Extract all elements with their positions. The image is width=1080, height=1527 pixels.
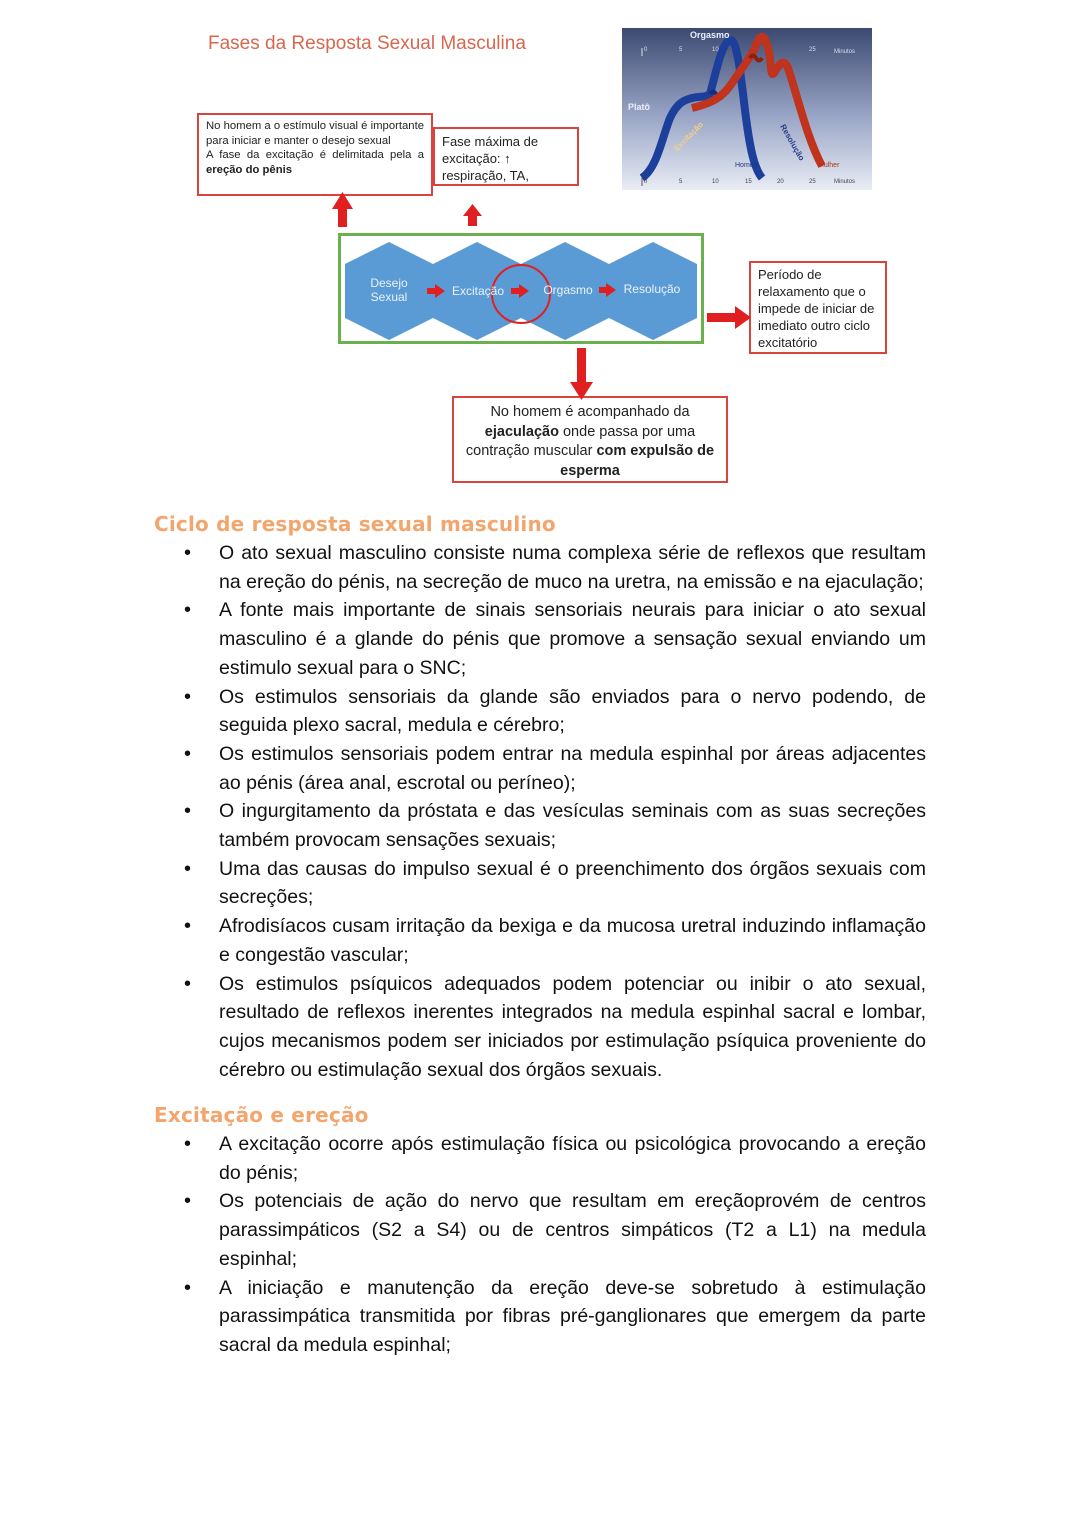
phase-label-resolucao: Resolução [623, 282, 681, 296]
arrow-up-left-icon [332, 192, 353, 227]
section-excitation-list [154, 1130, 926, 1360]
list-item: • A excitação ocorre após estimulação física ou psicológica provocando a ereção do pénis; [154, 1130, 926, 1187]
graph-legend-man: Homem [735, 162, 760, 169]
graph-label-plateau: Platô [628, 102, 651, 112]
note-resolution-period: Período de relaxamento que o impede de iniciar de imediato outro ciclo excitatório [749, 261, 887, 354]
note-excitation-peak: Fase máxima de excitação: ↑ respiração, TA, [433, 127, 579, 186]
phase-label-excitacao: Excitação [451, 284, 505, 298]
list-item: • Os potenciais de ação do nervo que resultam em ereçãoprovém de centros parassimpáticos (S2 a S4) ou de centros simpáticos (T2 a L1) na medula espinhal; [154, 1187, 926, 1273]
note-orgasm-bold-2: com expulsão de esperma [560, 443, 715, 479]
graph-tick-bottom: 25 [809, 179, 816, 185]
graph-tick-top: 10 [712, 47, 719, 53]
list-item: • O ato sexual masculino consiste numa complexa série de reflexos que resultam na ereção do pénis, na secreção de muco na uretra, na emissão e na ejaculação; [154, 539, 926, 596]
note-orgasm-bold-1: ejaculação [484, 423, 559, 440]
graph-tick-bottom: 0 [644, 179, 648, 185]
graph-tick-top: 5 [679, 47, 683, 53]
list-item: • A iniciação e manutenção da ereção deve-se sobretudo à estimulação parassimpática transmitida por fibras pré-ganglionares que emergem da parte sacral da medula espinhal; [154, 1274, 926, 1360]
note-orgasm-text-a: No homem é acompanhado da [490, 404, 690, 420]
list-item: • O ingurgitamento da próstata e das vesículas seminais com as suas secreções também provocam sensações sexuais; [154, 797, 926, 854]
graph-tick-bottom: 10 [712, 179, 719, 185]
list-item: • Os estimulos psíquicos adequados podem potenciar ou inibir o ato sexual, resultado de reflexos inerentes integrados na medula espinhal sacral e lombar, cujos mecanismos podem ser iniciados por estimulação psíquica proveniente do cérebro ou estimulação sexual dos órgãos sexuais. [154, 970, 926, 1085]
graph-label-resolution: Resolução [778, 122, 807, 163]
list-item: • A fonte mais importante de sinais sensoriais neurais para iniciar o ato sexual masculino é a glande do pénis que promove a sensação sexual enviando um estimulo sexual para o SNC; [154, 596, 926, 682]
arrow-right-icon [707, 306, 751, 329]
section-title-cycle: Ciclo de resposta sexual masculino [154, 512, 556, 536]
diagram-title: Fases da Resposta Sexual Masculina [208, 33, 526, 54]
graph-tick-bottom: 15 [745, 179, 752, 185]
phase-label-desejo: Desejo Sexual [370, 276, 408, 304]
graph-legend-woman: Mulher [818, 162, 840, 169]
section-title-excitation: Excitação e ereção [154, 1103, 369, 1127]
list-item: • Afrodisíacos cusam irritação da bexiga e da mucosa uretral induzindo inflamação e congestão vascular; [154, 912, 926, 969]
list-item: • Uma das causas do impulso sexual é o preenchimento dos órgãos sexuais com secreções; [154, 855, 926, 912]
arrow-up-mid-icon [463, 204, 482, 226]
list-item: • Os estimulos sensoriais podem entrar na medula espinhal por áreas adjacentes ao pénis (área anal, escrotal ou períneo); [154, 740, 926, 797]
phase-label-orgasmo: Orgasmo [543, 283, 593, 297]
graph-tick-bottom: 20 [777, 179, 784, 185]
section-cycle-list [154, 539, 926, 1084]
list-item: • Os estimulos sensoriais da glande são enviados para o nervo podendo, de seguida plexo sacral, medula e cérebro; [154, 683, 926, 740]
graph-label-excitation: Excitação [672, 120, 706, 153]
note-stimulus-bold: ereção do pênis [206, 163, 293, 176]
graph-axis-unit-top: Minutos [834, 49, 856, 55]
arrow-down-icon [570, 348, 593, 400]
graph-axis-unit-bottom: Minutos [834, 179, 856, 185]
note-orgasm-text-b: onde passa por uma contração muscular [465, 423, 696, 459]
note-stimulus-text-2: A fase da excitação é delimitada pela a [206, 149, 424, 161]
note-stimulus-text: No homem a o estímulo visual é importante para iniciar e manter o desejo sexual [206, 120, 424, 147]
graph-tick-top: 25 [809, 47, 816, 53]
response-curve-graph [622, 28, 872, 190]
graph-tick-bottom: 5 [679, 179, 683, 185]
graph-label-orgasm: Orgasmo [690, 30, 730, 40]
graph-tick-top: 0 [644, 47, 648, 53]
